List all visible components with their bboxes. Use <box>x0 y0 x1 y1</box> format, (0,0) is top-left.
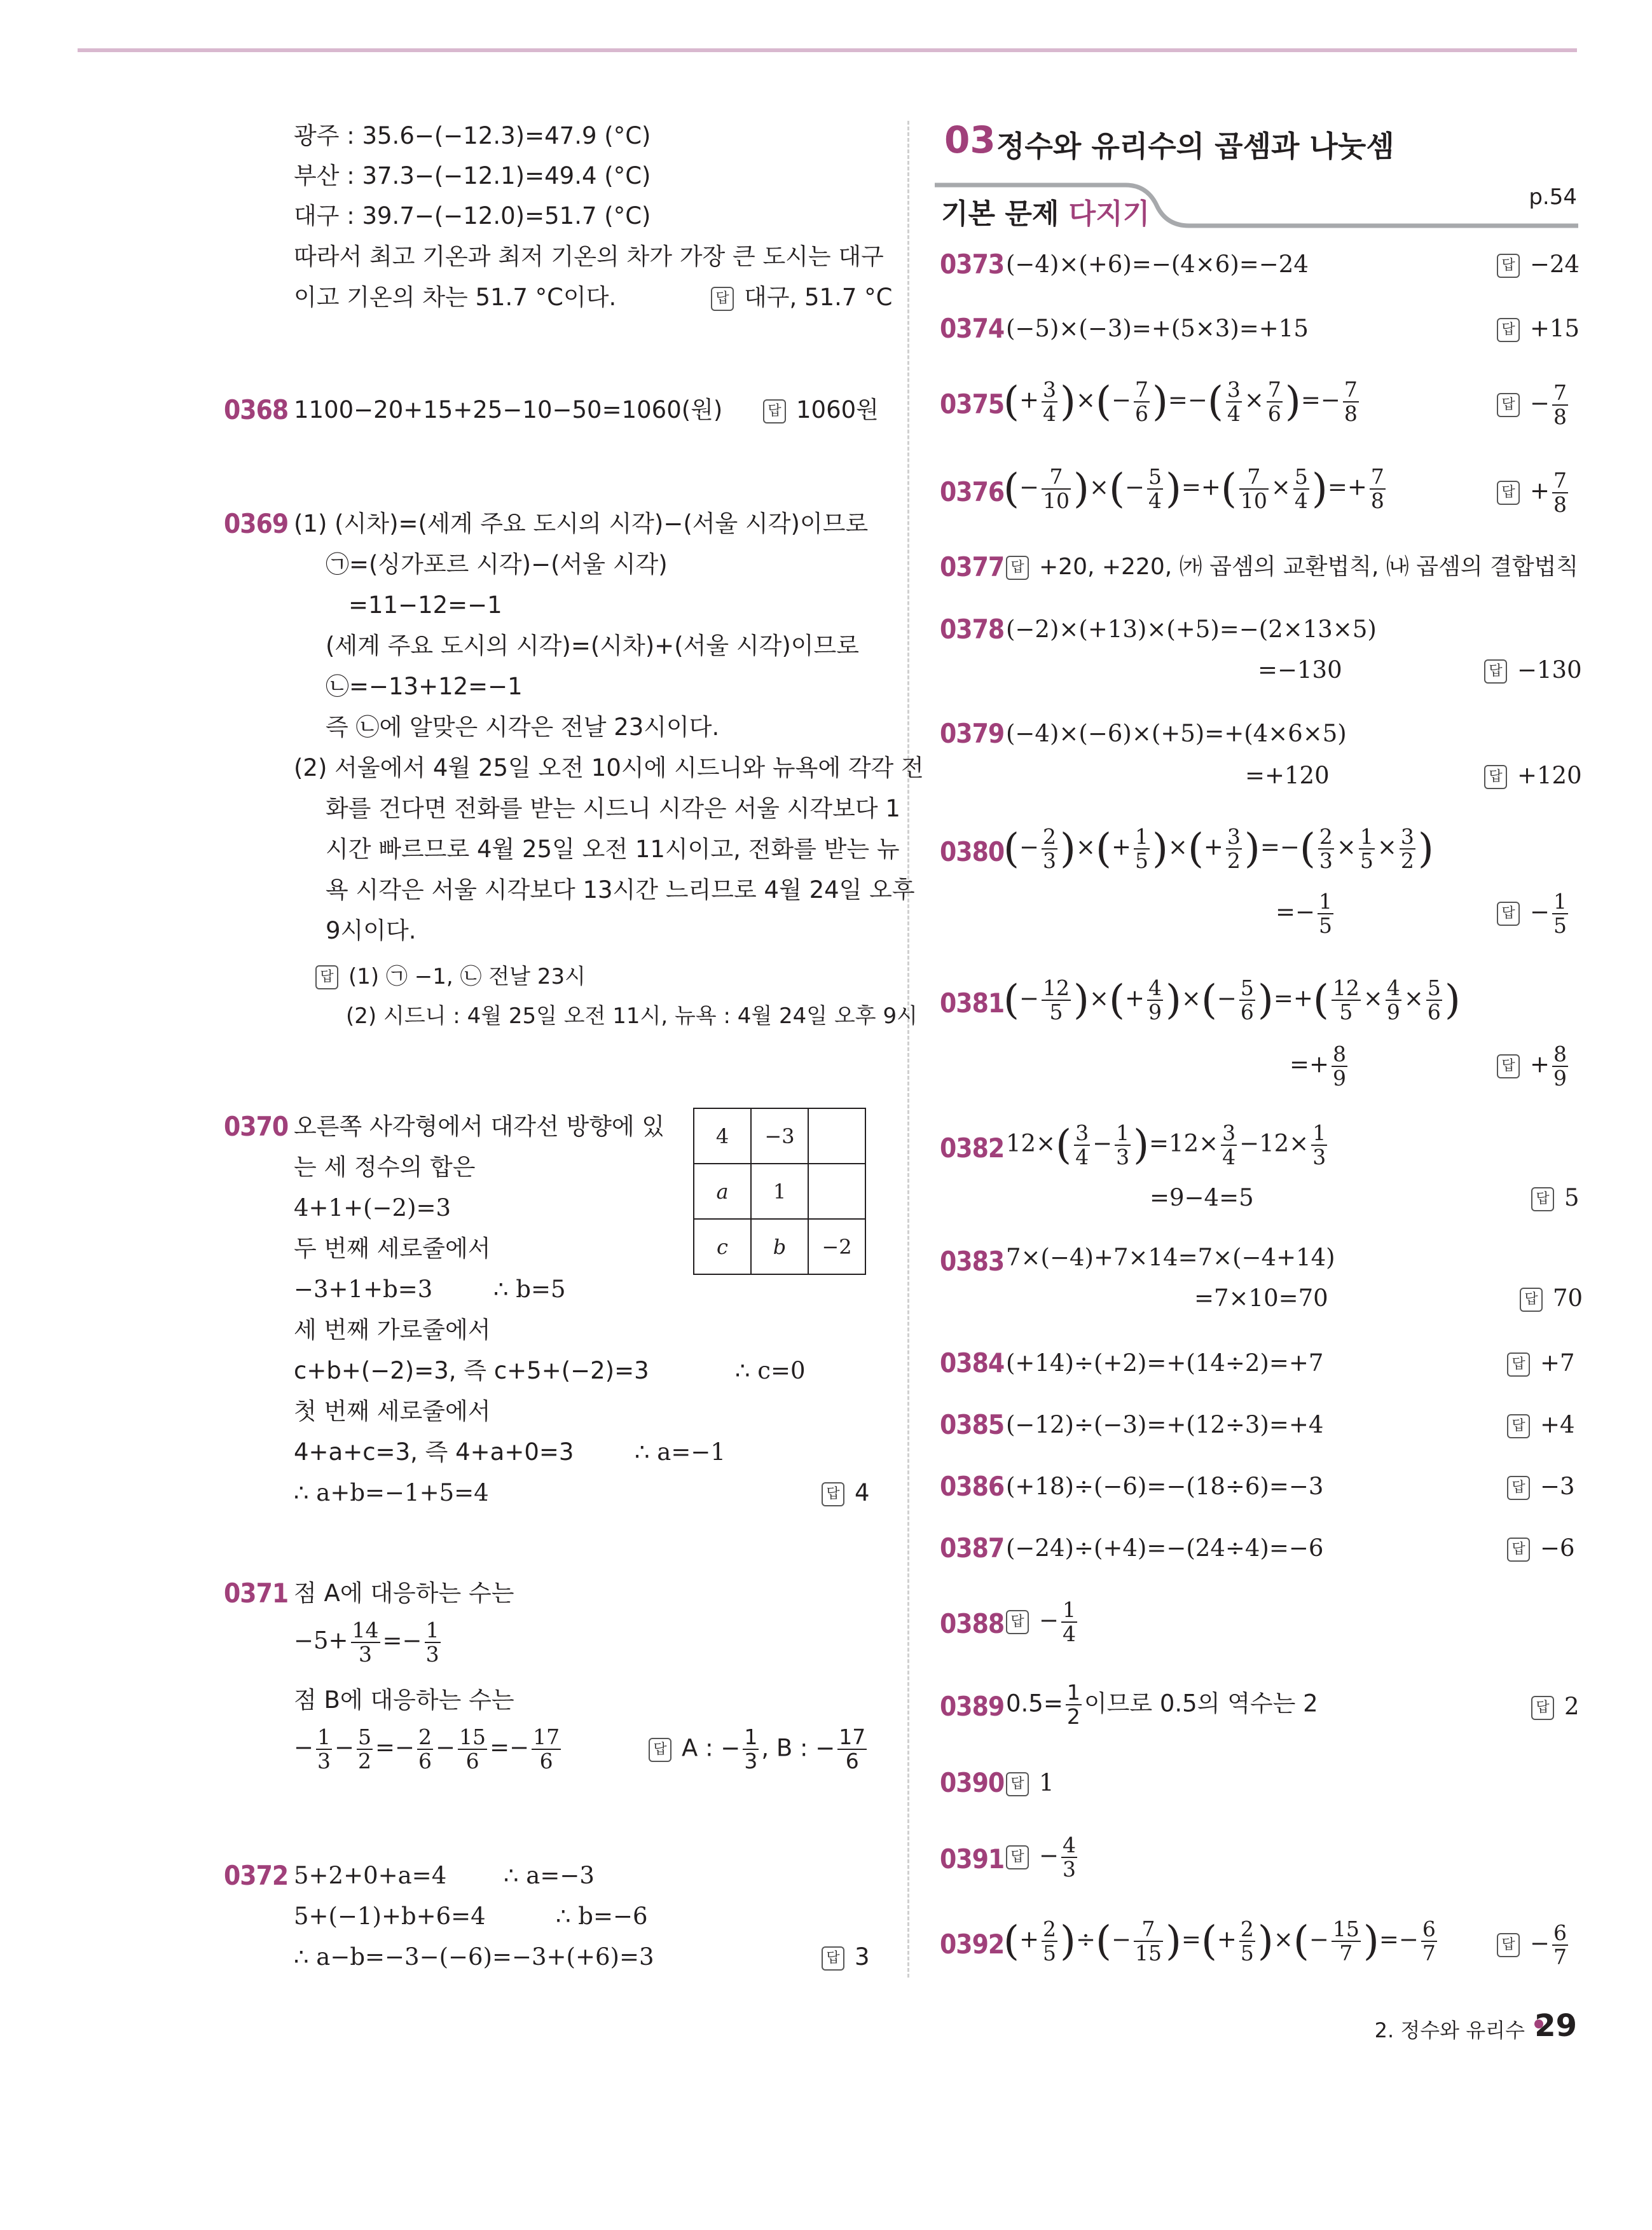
answer-icon: 답 <box>822 1946 844 1971</box>
solution-line: 4+a+c=3, 즉 4+a+0=3 <box>294 1438 574 1466</box>
problem-number: 0374 <box>940 313 1005 344</box>
solution-line: 즉 ㉡에 알맞은 시각은 전날 23시이다. <box>326 713 720 741</box>
solution-line: =−130 <box>1258 656 1342 684</box>
problem-number: 0383 <box>940 1246 1005 1277</box>
solution-line: 9시이다. <box>326 917 416 944</box>
problem-number: 0369 <box>224 508 289 539</box>
answer-icon: 답 <box>1497 902 1520 926</box>
answer-icon: 답 <box>1497 254 1520 278</box>
solution-line: (−2)×(+13)×(+5)=−(2×13×5) <box>1006 616 1377 643</box>
prev-line-1: 광주 : 35.6−(−12.3)=47.9 (°C) <box>294 122 651 149</box>
solution-line: (−4)×(−6)×(+5)=+(4×6×5) <box>1006 720 1347 747</box>
solution-line: ∴ a=−1 <box>635 1438 726 1466</box>
grid-cell: 1 <box>751 1164 808 1219</box>
grid-cell: 4 <box>694 1108 751 1164</box>
answer <box>1006 552 1578 582</box>
problem-number: 0388 <box>940 1608 1005 1639</box>
solution-line: ㉠=(싱가포르 시각)−(서울 시각) <box>326 551 668 578</box>
problem-number: 0385 <box>940 1409 1005 1440</box>
answer <box>1497 313 1580 344</box>
solution-line: 1100−20+15+25−10−50=1060(원) <box>294 396 723 423</box>
solution-line: 오른쪽 사각형에서 대각선 방향에 있 <box>294 1113 665 1140</box>
answer-icon: 답 <box>1507 1538 1530 1562</box>
answer <box>1531 1691 1580 1722</box>
solution-line: ∴ a−b=−3−(−6)=−3+(+6)=3 <box>294 1943 654 1971</box>
answer-icon: 답 <box>1484 765 1507 789</box>
answer-text: +20, +220, ㈎ 곱셈의 교환법칙, ㈏ 곱셈의 결합법칙 <box>1039 554 1579 580</box>
grid-cell <box>808 1108 865 1164</box>
answer: 답 − $\frac{1}{4}$ <box>1006 1599 1080 1646</box>
problem-number: 0382 <box>940 1132 1005 1164</box>
problem-number: 0380 <box>940 836 1005 867</box>
solution-line: (− $\frac{2}{3}$ )×(+ $\frac{1}{5}$ )×(+ $\frac{3}{2}$ )=−( $\frac{2}{3}$ × $\frac{1}{5}$ × $\frac{3}{2}$ ) <box>1003 824 1434 873</box>
fraction <box>425 1619 441 1666</box>
solution-line: =− $\frac{1}{5}$ <box>1276 889 1333 938</box>
numerator: 1 <box>425 1618 439 1642</box>
answer-text: 5 <box>1564 1184 1580 1211</box>
solution-line: c+b+(−2)=3, 즉 c+5+(−2)=3 <box>294 1357 649 1384</box>
solution-line: ∴ a+b=−1+5=4 <box>294 1479 489 1506</box>
answer: 답 − $\frac{1}{5}$ <box>1497 890 1571 937</box>
solution-line: (−24)÷(+4)=−(24÷4)=−6 <box>1006 1534 1324 1562</box>
answer: 답 + $\frac{8}{9}$ <box>1497 1043 1571 1090</box>
section-number: 03 <box>944 118 996 162</box>
prev-line-5: 이고 기온의 차는 51.7 °C이다. <box>294 284 617 311</box>
answer-text: A : − <box>682 1734 741 1762</box>
answer-icon: 답 <box>1497 318 1520 342</box>
answer-text: , B : − <box>761 1734 836 1762</box>
answer-icon: 답 <box>1531 1187 1554 1211</box>
tab-title-highlight: 다지기 <box>1068 198 1150 230</box>
grid-cell <box>808 1164 865 1219</box>
solution-line: −3+1+b=3 <box>294 1276 433 1303</box>
problem-number: 0386 <box>940 1471 1005 1502</box>
tab-title <box>941 191 1150 231</box>
problem-number: 0389 <box>940 1691 1005 1722</box>
solution-line: (−12)÷(−3)=+(12÷3)=+4 <box>1006 1411 1324 1438</box>
solution-line: (+ $\frac{3}{4}$ )×(− $\frac{7}{6}$ )=−( $\frac{3}{4}$ × $\frac{7}{6}$ )=− $\frac{7}{8}$ <box>1003 377 1358 426</box>
solution-line: (+18)÷(−6)=−(18÷6)=−3 <box>1006 1473 1324 1500</box>
solution-line: 시간 빠르므로 4월 25일 오전 11시이고, 전화를 받는 뉴 <box>326 836 900 863</box>
solution-line: =+120 <box>1245 762 1330 789</box>
answer-text: 2 <box>1564 1693 1580 1720</box>
problem-number: 0372 <box>224 1860 289 1891</box>
top-rule <box>78 48 1577 52</box>
grid-cell: c <box>694 1219 751 1274</box>
answer-text-2: (2) 시드니 : 4월 25일 오전 11시, 뉴욕 : 4월 24일 오후 9시 <box>346 1003 918 1029</box>
solution-line: (− $\frac{12}{5}$ )×(+ $\frac{4}{9}$ )×(− $\frac{5}{6}$ )=+( $\frac{12}{5}$ × $\frac{4}{9}$ × $\frac{5}{6}$ ) <box>1003 975 1461 1024</box>
prev-line-4: 따라서 최고 기온과 최저 기온의 차가 가장 큰 도시는 대구 <box>294 243 884 270</box>
answer <box>1484 761 1582 791</box>
solution-line: =+ $\frac{8}{9}$ <box>1290 1042 1347 1091</box>
solution-line: 5+(−1)+b+6=4 <box>294 1903 486 1930</box>
answer-icon: 답 <box>1497 393 1520 417</box>
grid-cell: b <box>751 1219 808 1274</box>
column-divider <box>907 121 909 1978</box>
solution-line: 점 B에 대응하는 수는 <box>294 1686 514 1714</box>
answer <box>1484 655 1582 685</box>
solution-line: 욕 시각은 서울 시각보다 13시간 느리므로 4월 24일 오후 <box>326 876 915 904</box>
solution-line: 세 번째 가로줄에서 <box>294 1316 491 1344</box>
answer <box>822 1478 870 1508</box>
fraction <box>351 1619 380 1666</box>
solution-line: 12×( $\frac{3}{4}$ − $\frac{1}{3}$ )=12× $\frac{3}{4}$ −12× $\frac{1}{3}$ <box>1006 1120 1326 1169</box>
solution-line: 첫 번째 세로줄에서 <box>294 1398 491 1425</box>
solution-line: 점 A에 대응하는 수는 <box>294 1580 514 1607</box>
problem-number: 0379 <box>940 718 1005 749</box>
answer <box>1497 249 1580 280</box>
solution-line: ∴ b=−6 <box>556 1903 648 1930</box>
solution-line: ㉡=−13+12=−1 <box>326 673 523 700</box>
prev-line-2: 부산 : 37.3−(−12.1)=49.4 (°C) <box>294 162 651 189</box>
answer-text: (1) ㉠ −1, ㉡ 전날 23시 <box>348 964 586 989</box>
answer-text: +7 <box>1540 1349 1575 1377</box>
solution-line: (+14)÷(+2)=+(14÷2)=+7 <box>1006 1349 1324 1377</box>
answer-text: 4 <box>855 1479 870 1506</box>
expr-part: 이므로 0.5의 역수는 2 <box>1084 1690 1318 1717</box>
problem-number: 0391 <box>940 1843 1005 1875</box>
answer-text: 3 <box>855 1943 870 1971</box>
problem-number: 0375 <box>940 389 1005 420</box>
solution-line: ∴ c=0 <box>735 1357 806 1384</box>
problem-number: 0370 <box>224 1111 289 1142</box>
answer-text: +120 <box>1517 762 1582 789</box>
section-title: 정수와 유리수의 곱셈과 나눗셈 <box>996 129 1394 163</box>
answer-text: −3 <box>1540 1473 1575 1500</box>
answer-text: 대구, 51.7 °C <box>744 284 893 311</box>
answer-icon: 답 <box>1497 481 1520 505</box>
answer <box>1006 1768 1054 1798</box>
answer-text: +15 <box>1530 315 1580 342</box>
solution-line: 5+2+0+a=4 <box>294 1862 447 1889</box>
answer-text: 1 <box>1039 1769 1054 1796</box>
expr-part: =− <box>382 1627 422 1655</box>
solution-line: 0.5= $\frac{1}{2}$ 이므로 0.5의 역수는 2 <box>1006 1680 1318 1729</box>
solution-line: (세계 주요 도시의 시각)=(시차)+(서울 시각)이므로 <box>326 632 860 659</box>
denominator: 3 <box>359 1642 373 1667</box>
answer: 답 A : − $\frac{1}{3}$ , B : − $\frac{17}{6}$ <box>649 1726 869 1773</box>
solution-line: (+ $\frac{2}{5}$ )÷(− $\frac{7}{15}$ )=(+ $\frac{2}{5}$ )×(− $\frac{15}{7}$ )=− $\frac{6}{7}$ <box>1003 1917 1436 1965</box>
grid-cell: −2 <box>808 1219 865 1274</box>
solution-line: (−5)×(−3)=+(5×3)=+15 <box>1006 315 1309 342</box>
answer-icon: 답 <box>1497 1054 1520 1078</box>
answer-icon: 답 <box>649 1738 671 1762</box>
footer-chapter: 2. 정수와 유리수 <box>1374 2018 1525 2042</box>
answer: 답 + $\frac{7}{8}$ <box>1497 469 1571 516</box>
answer-icon: 답 <box>1006 1772 1029 1796</box>
answer-icon: 답 <box>1531 1696 1554 1720</box>
answer-text: −130 <box>1517 656 1582 684</box>
page-reference: p.54 <box>1529 184 1577 210</box>
solution-line: ∴ a=−3 <box>504 1862 595 1889</box>
solution-line: =7×10=70 <box>1194 1284 1328 1312</box>
problem-number: 0381 <box>940 988 1005 1019</box>
solution-line: 화를 건다면 전화를 받는 시드니 시각은 서울 시각보다 1 <box>326 795 900 822</box>
answer-icon: 답 <box>315 965 338 989</box>
answer <box>1520 1283 1583 1314</box>
answer-text: +4 <box>1540 1411 1575 1438</box>
answer-icon: 답 <box>822 1482 844 1506</box>
expr-part: −5+ <box>294 1627 348 1655</box>
solution-line: 7×(−4)+7×14=7×(−4+14) <box>1006 1244 1335 1271</box>
solution-line: (2) 서울에서 4월 25일 오전 10시에 시드니와 뉴욕에 각각 전 <box>294 754 924 781</box>
answer-icon: 답 <box>1006 1845 1029 1869</box>
problem-number: 0378 <box>940 614 1005 645</box>
answer-icon: 답 <box>1006 1610 1029 1634</box>
prev-answer <box>711 282 893 313</box>
prev-line-3: 대구 : 39.7−(−12.0)=51.7 (°C) <box>294 202 651 230</box>
answer-icon: 답 <box>1507 1476 1530 1500</box>
answer-icon: 답 <box>711 287 734 311</box>
solution-line: =9−4=5 <box>1150 1184 1254 1211</box>
problem-number: 0387 <box>940 1532 1005 1564</box>
answer <box>763 395 879 425</box>
problem-number: 0373 <box>940 249 1005 280</box>
tab-title-main: 기본 문제 <box>941 198 1059 230</box>
problem-number: 0368 <box>224 394 289 425</box>
answer <box>822 1942 870 1972</box>
problem-number: 0392 <box>940 1929 1005 1960</box>
problem-number: 0377 <box>940 551 1005 582</box>
solution-line: =11−12=−1 <box>348 591 502 619</box>
answer <box>1507 1471 1575 1502</box>
answer-icon: 답 <box>1006 556 1029 580</box>
answer-text: 70 <box>1553 1284 1583 1312</box>
answer-text: −24 <box>1530 251 1580 278</box>
solution-line <box>294 1619 443 1666</box>
answer: 답 − $\frac{4}{3}$ <box>1006 1834 1080 1881</box>
solution-line: 는 세 정수의 합은 <box>294 1153 476 1181</box>
solution-line: (− $\frac{7}{10}$ )×(− $\frac{5}{4}$ )=+( $\frac{7}{10}$ × $\frac{5}{4}$ )=+ $\frac{7}{8}$ <box>1003 464 1384 513</box>
numerator: 14 <box>352 1618 379 1642</box>
answer-icon: 답 <box>1497 1933 1520 1957</box>
magic-square-grid <box>693 1108 866 1275</box>
answer <box>315 961 586 992</box>
answer: 답 − $\frac{6}{7}$ <box>1497 1922 1571 1969</box>
answer-text: −6 <box>1540 1534 1575 1562</box>
answer: 답 − $\frac{7}{8}$ <box>1497 382 1571 429</box>
grid-cell: a <box>694 1164 751 1219</box>
solution-line: (−4)×(+6)=−(4×6)=−24 <box>1006 251 1309 278</box>
solution-line: (1) (시차)=(세계 주요 도시의 시각)−(서울 시각)이므로 <box>294 510 869 537</box>
answer <box>1531 1183 1580 1213</box>
problem-number: 0384 <box>940 1347 1005 1379</box>
answer-icon: 답 <box>1520 1288 1543 1312</box>
solution-line: ∴ b=5 <box>493 1276 566 1303</box>
answer-icon: 답 <box>1484 659 1507 684</box>
answer-icon: 답 <box>1507 1414 1530 1438</box>
answer-icon: 답 <box>1507 1352 1530 1377</box>
problem-number: 0371 <box>224 1578 289 1609</box>
answer <box>1507 1533 1575 1564</box>
grid-cell: −3 <box>751 1108 808 1164</box>
solution-line: − $\frac{1}{3}$ − $\frac{5}{2}$ =− $\frac{2}{6}$ − $\frac{15}{6}$ =− $\frac{17}{6}$ <box>294 1724 560 1773</box>
solution-line: 4+1+(−2)=3 <box>294 1194 451 1222</box>
problem-number: 0376 <box>940 476 1005 507</box>
answer-icon: 답 <box>763 399 786 423</box>
answer-text: 1060원 <box>796 396 879 423</box>
denominator: 3 <box>425 1642 439 1667</box>
page-number: 29 <box>1534 2008 1577 2044</box>
answer <box>1507 1410 1575 1440</box>
solution-line: 두 번째 세로줄에서 <box>294 1235 491 1262</box>
problem-number: 0390 <box>940 1767 1005 1798</box>
expr-part: 0.5= <box>1006 1690 1063 1717</box>
answer <box>1507 1348 1575 1379</box>
